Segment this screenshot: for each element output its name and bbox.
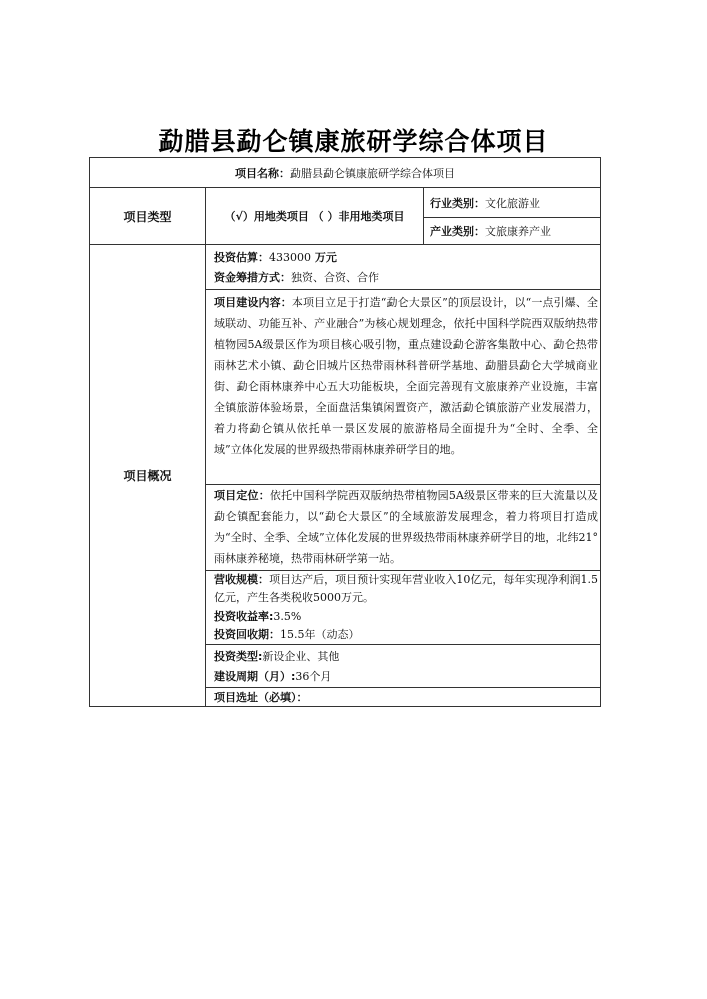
project-positioning-text: 依托中国科学院西双版纳热带植物园5A级景区带来的巨大流量以及勐仑镇配套能力，以“勐仑大景区”的全域旅游发展理念，着力将项目打造成为“全时、全季、全域”立体化发展的世界级热带雨林康养研学目的地，北纬21°雨林康养秘境，热带雨林研学第一站。 bbox=[214, 489, 598, 565]
investment-estimate-unit: 万元 bbox=[311, 251, 337, 264]
investment-estimate bbox=[214, 249, 598, 266]
row-divider bbox=[205, 644, 600, 645]
col-divider bbox=[205, 187, 206, 706]
sector-category-value: 文旅康养产业 bbox=[485, 225, 551, 238]
construction-period-value: 36个月 bbox=[295, 670, 332, 683]
investment-type-label: 投资类型: bbox=[214, 650, 263, 663]
investment-type bbox=[214, 648, 598, 665]
funding-method bbox=[214, 269, 598, 286]
payback-period-value: 15.5年（动态） bbox=[280, 628, 360, 641]
investment-estimate-label: 投资估算： bbox=[214, 251, 269, 264]
investment-return-rate-label: 投资收益率: bbox=[214, 610, 274, 623]
project-positioning-label: 项目定位： bbox=[214, 489, 270, 502]
document-title: 勐腊县勐仑镇康旅研学综合体项目 bbox=[158, 127, 549, 156]
project-name-value: 勐腊县勐仑镇康旅研学综合体项目 bbox=[290, 166, 455, 180]
investment-estimate-value: 433000 bbox=[269, 251, 311, 264]
project-name-row bbox=[90, 158, 600, 187]
sector-category bbox=[430, 218, 600, 244]
investment-type-value: 新设企业、其他 bbox=[262, 650, 340, 663]
payback-period bbox=[214, 626, 598, 643]
investment-return-rate-value: 3.5% bbox=[273, 610, 302, 623]
revenue-scale bbox=[214, 571, 598, 607]
project-site-label: 项目选址（必填）： bbox=[214, 691, 308, 704]
project-info-table bbox=[89, 157, 601, 707]
construction-period bbox=[214, 668, 598, 685]
funding-method-label: 资金筹措方式： bbox=[214, 271, 291, 284]
industry-category-label: 行业类别： bbox=[430, 196, 485, 210]
industry-category-value: 文化旅游业 bbox=[485, 196, 540, 210]
col-divider bbox=[423, 187, 424, 244]
construction-content-text: 本项目立足于打造“勐仑大景区”的顶层设计，以“一点引爆、全域联动、功能互补、产业融合”为核心规划理念，依托中国科学院西双版纳热带植物园5A级景区作为项目核心吸引物，重点建设勐仑游客集散中心、勐仑热带雨林艺术小镇、勐仑旧城片区热带雨林科普研学基地、勐腊县勐仑大学城商业街、勐仑雨林康养中心五大功能板块，全面完善现有文旅康养产业设施，丰富全镇旅游体验场景，全面盘活集镇闲置资产，激活勐仑镇旅游产业发展潜力，着力将勐仑镇从依托单一景区发展的旅游格局全面提升为“全时、全季、全域”立体化发展的世界级热带雨林康养研学目的地。 bbox=[214, 296, 598, 456]
revenue-scale-label: 营收规模： bbox=[214, 573, 270, 586]
construction-content bbox=[214, 292, 598, 460]
sector-category-label: 产业类别： bbox=[430, 225, 485, 238]
overview-label: 项目概况 bbox=[123, 469, 172, 483]
construction-period-label: 建设周期（月）: bbox=[214, 670, 296, 683]
project-name-label: 项目名称： bbox=[235, 166, 290, 180]
row-divider bbox=[205, 289, 600, 290]
project-positioning bbox=[214, 485, 598, 569]
investment-return-rate bbox=[214, 608, 598, 625]
project-site bbox=[214, 689, 598, 706]
row-divider bbox=[205, 687, 600, 688]
revenue-scale-text: 项目达产后，项目预计实现年营业收入10亿元，每年实现净利润1.5亿元，产生各类税收5000万元。 bbox=[214, 573, 598, 604]
project-type-options: （√）用地类项目 （ ）非用地类项目 bbox=[224, 210, 405, 223]
industry-category bbox=[430, 188, 600, 217]
funding-method-value: 独资、合资、合作 bbox=[291, 271, 379, 284]
payback-period-label: 投资回收期： bbox=[214, 628, 280, 641]
project-type-label: 项目类型 bbox=[123, 209, 172, 224]
construction-content-label: 项目建设内容： bbox=[214, 296, 292, 309]
